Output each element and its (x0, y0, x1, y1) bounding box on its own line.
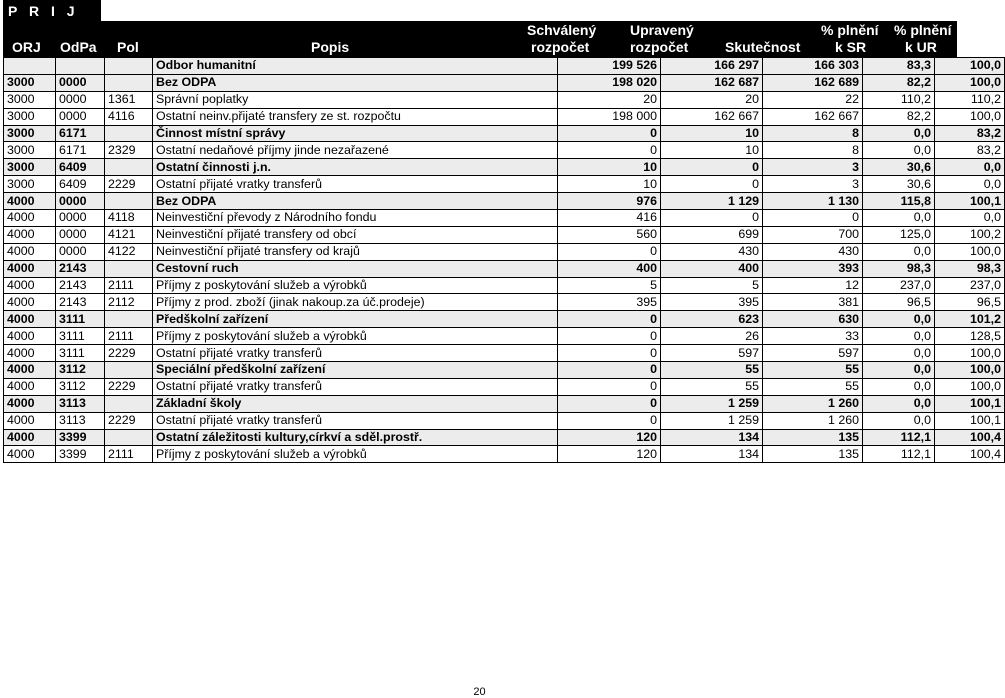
table-cell: 0000 (56, 210, 105, 227)
header-upraveny-line1: Upravený (630, 22, 694, 38)
table-cell: 55 (661, 362, 763, 379)
table-cell: 134 (661, 429, 763, 446)
table-cell: 83,2 (935, 125, 1005, 142)
table-cell: 110,2 (863, 91, 935, 108)
page-title: P R I J (3, 0, 101, 21)
table-cell: 83,3 (863, 58, 935, 75)
table-cell: 4000 (4, 378, 56, 395)
table-cell: 98,3 (935, 260, 1005, 277)
table-cell: Ostatní přijaté vratky transferů (153, 412, 558, 429)
table-cell: 4000 (4, 277, 56, 294)
table-cell: 4000 (4, 210, 56, 227)
table-cell: Činnost místní správy (153, 125, 558, 142)
table-cell: 0 (558, 328, 661, 345)
table-cell: Cestovní ruch (153, 260, 558, 277)
table-cell: Neinvestiční přijaté transfery od krajů (153, 243, 558, 260)
table-cell: 198 000 (558, 108, 661, 125)
table-cell: 162 667 (763, 108, 863, 125)
table-row (4, 429, 1005, 446)
table-cell (105, 125, 153, 142)
table-cell (105, 260, 153, 277)
table-cell: 100,0 (935, 345, 1005, 362)
table-cell: 82,2 (863, 108, 935, 125)
table-cell: 1 259 (661, 395, 763, 412)
table-cell (105, 362, 153, 379)
table-cell: 700 (763, 226, 863, 243)
table-cell: 135 (763, 446, 863, 463)
header-plneni-ur-line2: k UR (905, 39, 937, 55)
table-cell: 100,0 (935, 378, 1005, 395)
table-cell: Ostatní nedaňové příjmy jinde nezařazené (153, 142, 558, 159)
table-cell: 5 (558, 277, 661, 294)
table-cell: 1361 (105, 91, 153, 108)
table-cell: 3000 (4, 91, 56, 108)
table-row (4, 108, 1005, 125)
table-cell: 3399 (56, 429, 105, 446)
table-cell: 10 (558, 159, 661, 176)
table-row (4, 91, 1005, 108)
table-cell: 3000 (4, 74, 56, 91)
table-cell: Základní školy (153, 395, 558, 412)
table-cell: 12 (763, 277, 863, 294)
table-cell: 198 020 (558, 74, 661, 91)
table-cell: Ostatní záležitosti kultury,církví a sděl.prostř. (153, 429, 558, 446)
income-table (3, 57, 1005, 463)
table-cell: 8 (763, 142, 863, 159)
table-cell: 1 260 (763, 395, 863, 412)
table-cell: Ostatní neinv.přijaté transfery ze st. rozpočtu (153, 108, 558, 125)
table-row (4, 125, 1005, 142)
table-cell: 112,1 (863, 429, 935, 446)
table-cell: 30,6 (863, 176, 935, 193)
table-cell: 120 (558, 446, 661, 463)
table-cell: 3111 (56, 345, 105, 362)
table-row (4, 378, 1005, 395)
table-cell: 3113 (56, 395, 105, 412)
table-row (4, 395, 1005, 412)
table-cell: 416 (558, 210, 661, 227)
table-cell: 237,0 (935, 277, 1005, 294)
table-cell: 10 (558, 176, 661, 193)
table-cell: 0 (558, 378, 661, 395)
table-cell: 115,8 (863, 193, 935, 210)
table-cell: 3 (763, 159, 863, 176)
table-cell: 112,1 (863, 446, 935, 463)
table-row (4, 210, 1005, 227)
table-header (3, 21, 957, 57)
table-cell: 4118 (105, 210, 153, 227)
table-cell: 82,2 (863, 74, 935, 91)
table-cell: Příjmy z poskytování služeb a výrobků (153, 328, 558, 345)
table-cell: 0,0 (863, 125, 935, 142)
header-plneni-ur-line1: % plnění (894, 22, 952, 38)
table-cell: 134 (661, 446, 763, 463)
table-cell: 237,0 (863, 277, 935, 294)
table-cell: 0,0 (935, 159, 1005, 176)
table-cell: 100,1 (935, 395, 1005, 412)
table-cell: 560 (558, 226, 661, 243)
table-cell: 10 (661, 125, 763, 142)
table-cell: 3000 (4, 176, 56, 193)
table-cell: 0,0 (863, 362, 935, 379)
table-cell: 135 (763, 429, 863, 446)
table-cell: Správní poplatky (153, 91, 558, 108)
header-schvaleny-line2: rozpočet (531, 39, 590, 55)
table-cell: 597 (763, 345, 863, 362)
table-cell (105, 395, 153, 412)
table-cell: 2143 (56, 260, 105, 277)
table-cell: 1 259 (661, 412, 763, 429)
table-cell (105, 159, 153, 176)
table-cell: Neinvestiční převody z Národního fondu (153, 210, 558, 227)
table-cell: 3111 (56, 311, 105, 328)
table-cell: 400 (558, 260, 661, 277)
table-cell: 20 (558, 91, 661, 108)
table-cell: 100,0 (935, 74, 1005, 91)
table-cell (105, 429, 153, 446)
table-cell: 395 (558, 294, 661, 311)
header-popis: Popis (311, 39, 350, 55)
table-cell: 2229 (105, 378, 153, 395)
table-cell: 4000 (4, 395, 56, 412)
table-cell: Neinvestiční přijaté transfery od obcí (153, 226, 558, 243)
table-cell: 0 (763, 210, 863, 227)
table-cell: 3113 (56, 412, 105, 429)
header-schvaleny-line1: Schválený (527, 22, 597, 38)
table-cell: 0000 (56, 91, 105, 108)
table-cell (4, 58, 56, 75)
table-cell: 166 297 (661, 58, 763, 75)
table-cell: 6171 (56, 142, 105, 159)
table-cell: 0 (558, 345, 661, 362)
table-cell: 2111 (105, 328, 153, 345)
table-row (4, 176, 1005, 193)
table-cell: 0,0 (863, 328, 935, 345)
table-row (4, 362, 1005, 379)
table-cell: 3 (763, 176, 863, 193)
header-skutecnost: Skutečnost (725, 39, 801, 55)
table-cell: 100,0 (935, 58, 1005, 75)
table-cell: 128,5 (935, 328, 1005, 345)
table-cell: 110,2 (935, 91, 1005, 108)
table-cell: 3111 (56, 328, 105, 345)
table-cell: 5 (661, 277, 763, 294)
table-cell: 0,0 (935, 210, 1005, 227)
table-cell: 6409 (56, 176, 105, 193)
table-cell: 100,0 (935, 243, 1005, 260)
table-cell: 100,4 (935, 446, 1005, 463)
table-cell: 162 687 (661, 74, 763, 91)
table-cell: 2229 (105, 412, 153, 429)
table-row (4, 58, 1005, 75)
table-cell: 100,1 (935, 412, 1005, 429)
table-cell: 100,2 (935, 226, 1005, 243)
table-cell: 0,0 (863, 378, 935, 395)
table-row (4, 311, 1005, 328)
table-cell: 0,0 (863, 345, 935, 362)
table-cell: 30,6 (863, 159, 935, 176)
table-cell (105, 58, 153, 75)
table-cell: Příjmy z poskytování služeb a výrobků (153, 446, 558, 463)
table-cell: 120 (558, 429, 661, 446)
table-cell: 400 (661, 260, 763, 277)
table-row (4, 446, 1005, 463)
table-cell: 26 (661, 328, 763, 345)
table-cell: Speciální předškolní zařízení (153, 362, 558, 379)
table-cell: 3399 (56, 446, 105, 463)
table-cell: 0,0 (863, 243, 935, 260)
table-cell: Ostatní přijaté vratky transferů (153, 345, 558, 362)
table-cell: 623 (661, 311, 763, 328)
table-cell: 430 (763, 243, 863, 260)
header-plneni-sr-line1: % plnění (821, 22, 879, 38)
table-row (4, 260, 1005, 277)
table-cell: 33 (763, 328, 863, 345)
table-cell: 4000 (4, 446, 56, 463)
table-cell: 4000 (4, 328, 56, 345)
table-cell: 162 667 (661, 108, 763, 125)
table-cell: 0 (558, 243, 661, 260)
table-cell: 0 (558, 125, 661, 142)
table-cell: 0,0 (863, 311, 935, 328)
table-cell: 3000 (4, 125, 56, 142)
table-cell: 0,0 (863, 395, 935, 412)
table-cell: 6409 (56, 159, 105, 176)
table-cell: 3000 (4, 108, 56, 125)
table-cell: 83,2 (935, 142, 1005, 159)
header-odpa: OdPa (60, 39, 97, 55)
table-cell: 10 (661, 142, 763, 159)
table-cell: 0 (558, 142, 661, 159)
table-cell: 2143 (56, 277, 105, 294)
table-cell: 98,3 (863, 260, 935, 277)
table-cell: 0 (558, 311, 661, 328)
table-cell: 976 (558, 193, 661, 210)
table-row (4, 243, 1005, 260)
table-cell: 4000 (4, 412, 56, 429)
table-cell: 2143 (56, 294, 105, 311)
table-cell: Ostatní přijaté vratky transferů (153, 378, 558, 395)
table-cell: 0 (558, 395, 661, 412)
table-cell: 0 (558, 412, 661, 429)
table-cell: 96,5 (863, 294, 935, 311)
table-cell: 1 130 (763, 193, 863, 210)
table-cell: 100,1 (935, 193, 1005, 210)
table-cell: 430 (661, 243, 763, 260)
table-cell: 2329 (105, 142, 153, 159)
table-row (4, 226, 1005, 243)
table-row (4, 294, 1005, 311)
table-cell: 0,0 (935, 176, 1005, 193)
table-cell: 2229 (105, 345, 153, 362)
table-row (4, 328, 1005, 345)
table-row (4, 142, 1005, 159)
table-cell: 4000 (4, 260, 56, 277)
table-cell: 0000 (56, 193, 105, 210)
table-cell: 2112 (105, 294, 153, 311)
table-cell: Příjmy z poskytování služeb a výrobků (153, 277, 558, 294)
table-row (4, 159, 1005, 176)
table-cell: 0000 (56, 108, 105, 125)
table-cell: 96,5 (935, 294, 1005, 311)
table-cell: Bez ODPA (153, 74, 558, 91)
table-cell: 395 (661, 294, 763, 311)
table-cell: 0000 (56, 243, 105, 260)
table-cell: 100,0 (935, 362, 1005, 379)
table-row (4, 277, 1005, 294)
table-cell: 3112 (56, 378, 105, 395)
table-cell: 630 (763, 311, 863, 328)
table-cell: 55 (763, 362, 863, 379)
page-number: 20 (473, 686, 486, 698)
table-cell: Bez ODPA (153, 193, 558, 210)
table-cell: 597 (661, 345, 763, 362)
table-cell: 0 (661, 210, 763, 227)
table-cell: 3112 (56, 362, 105, 379)
table-cell: 100,0 (935, 108, 1005, 125)
table-cell: Ostatní přijaté vratky transferů (153, 176, 558, 193)
table-cell: 0000 (56, 74, 105, 91)
table-cell: 3000 (4, 142, 56, 159)
table-cell: 4122 (105, 243, 153, 260)
table-cell: 3000 (4, 159, 56, 176)
table-cell (105, 74, 153, 91)
table-cell: 8 (763, 125, 863, 142)
table-cell: 4000 (4, 311, 56, 328)
table-cell: 4000 (4, 345, 56, 362)
table-cell: 22 (763, 91, 863, 108)
table-cell: 166 303 (763, 58, 863, 75)
table-cell: 199 526 (558, 58, 661, 75)
table-cell: 381 (763, 294, 863, 311)
table-cell: Příjmy z prod. zboží (jinak nakoup.za úč.prodeje) (153, 294, 558, 311)
header-pol: Pol (117, 39, 139, 55)
table-cell: 2111 (105, 446, 153, 463)
table-cell (56, 58, 105, 75)
table-cell: Ostatní činnosti j.n. (153, 159, 558, 176)
header-plneni-sr-line2: k SR (835, 39, 867, 55)
table-row (4, 193, 1005, 210)
table-cell: 2111 (105, 277, 153, 294)
table-row (4, 345, 1005, 362)
table-cell: 6171 (56, 125, 105, 142)
table-cell: 0,0 (863, 142, 935, 159)
table-cell: 4116 (105, 108, 153, 125)
table-cell: 4000 (4, 294, 56, 311)
table-cell: 0,0 (863, 412, 935, 429)
table-cell: 1 260 (763, 412, 863, 429)
table-cell: Odbor humanitní (153, 58, 558, 75)
table-cell: 55 (661, 378, 763, 395)
header-orj: ORJ (12, 39, 41, 55)
table-cell: 4121 (105, 226, 153, 243)
table-cell: 4000 (4, 243, 56, 260)
table-cell (105, 311, 153, 328)
table-cell: 4000 (4, 226, 56, 243)
table-cell: 20 (661, 91, 763, 108)
table-cell: 0 (661, 176, 763, 193)
table-cell: 55 (763, 378, 863, 395)
table-cell: 4000 (4, 193, 56, 210)
table-cell: 0 (661, 159, 763, 176)
table-cell: 100,4 (935, 429, 1005, 446)
table-cell: 101,2 (935, 311, 1005, 328)
table-row (4, 412, 1005, 429)
table-cell: 4000 (4, 362, 56, 379)
table-cell: Předškolní zařízení (153, 311, 558, 328)
table-cell: 125,0 (863, 226, 935, 243)
table-cell: 4000 (4, 429, 56, 446)
table-cell: 0 (558, 362, 661, 379)
header-upraveny-line2: rozpočet (630, 39, 689, 55)
table-cell: 2229 (105, 176, 153, 193)
table-cell (105, 193, 153, 210)
table-cell: 0,0 (863, 210, 935, 227)
table-cell: 699 (661, 226, 763, 243)
table-cell: 1 129 (661, 193, 763, 210)
table-cell: 0000 (56, 226, 105, 243)
table-cell: 393 (763, 260, 863, 277)
table-cell: 162 689 (763, 74, 863, 91)
table-row (4, 74, 1005, 91)
